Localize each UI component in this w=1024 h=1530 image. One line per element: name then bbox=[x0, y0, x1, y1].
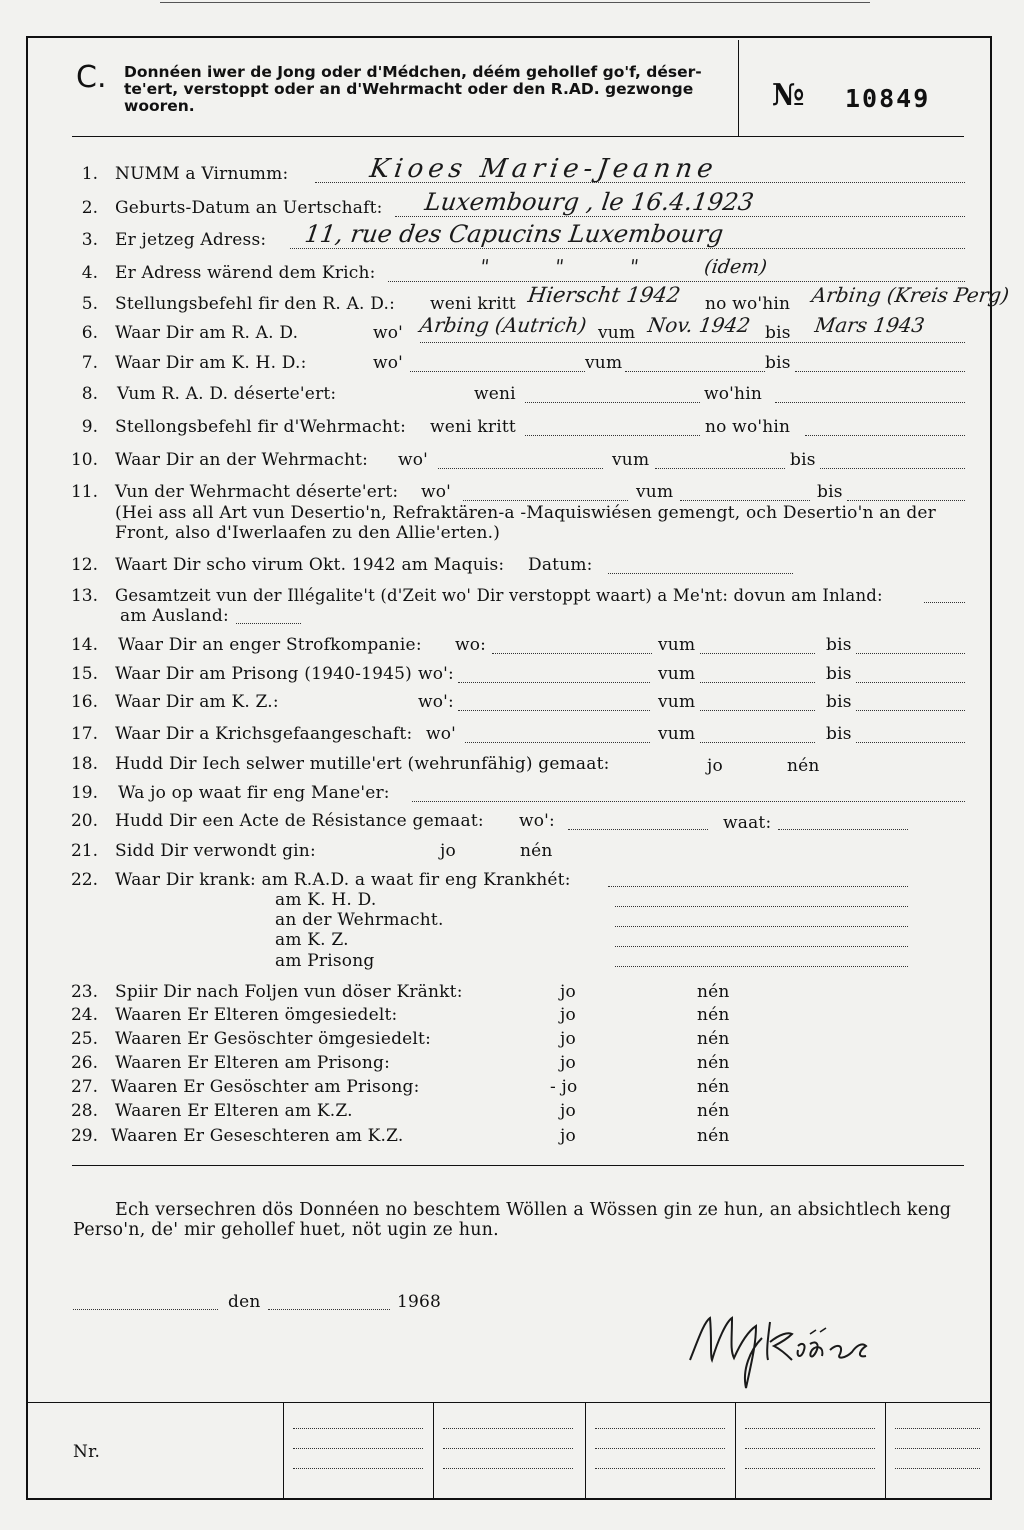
answer-line[interactable] bbox=[856, 710, 965, 711]
footer-field[interactable] bbox=[293, 1448, 423, 1449]
question-label: Waaren Er Gesöschter ömgesiedelt: bbox=[115, 1029, 432, 1049]
answer-line[interactable] bbox=[412, 801, 965, 802]
question-number: 4. bbox=[81, 263, 98, 283]
question-label: Waar Dir an enger Strofkompanie: bbox=[118, 635, 422, 655]
handwritten-answer: Arbing (Autrich) bbox=[418, 313, 588, 337]
footer-field[interactable] bbox=[895, 1428, 980, 1429]
wo-label: wo: bbox=[455, 635, 487, 655]
handwritten-answer: " " " (idem) bbox=[478, 256, 769, 278]
answer-line[interactable] bbox=[458, 710, 650, 711]
answer-line[interactable] bbox=[924, 602, 965, 603]
wo-label: wo': bbox=[418, 692, 454, 712]
answer-line[interactable] bbox=[615, 946, 908, 947]
handwritten-answer: Hierscht 1942 bbox=[526, 283, 682, 307]
datum-label: Datum: bbox=[528, 555, 593, 575]
answer-line[interactable] bbox=[463, 500, 628, 501]
jo-option[interactable]: jo bbox=[440, 841, 456, 861]
question-label: Waaren Er Elteren ömgesiedelt: bbox=[115, 1005, 398, 1025]
answer-line[interactable] bbox=[856, 682, 965, 683]
nr-label: Nr. bbox=[73, 1442, 101, 1462]
question-number: 16. bbox=[70, 692, 98, 712]
answer-line[interactable] bbox=[700, 653, 815, 654]
declaration-line-1: Ech versechren dös Donnéen no beschtem Wöllen a Wössen gin ze hun, an absichtlech keng bbox=[115, 1200, 952, 1220]
handwritten-answer: Luxembourg , le 16.4.1923 bbox=[423, 188, 756, 216]
footer-field[interactable] bbox=[293, 1428, 423, 1429]
date-field[interactable] bbox=[268, 1309, 390, 1310]
weni-label: weni kritt bbox=[430, 417, 516, 437]
answer-line[interactable] bbox=[525, 402, 700, 403]
question-number: 14. bbox=[70, 635, 98, 655]
question-number: 19. bbox=[70, 783, 98, 803]
footer-rule bbox=[26, 1402, 992, 1403]
jo-option[interactable]: jo bbox=[560, 1053, 576, 1073]
question-label: Waar Dir am R. A. D. bbox=[115, 323, 299, 343]
answer-line[interactable] bbox=[820, 468, 965, 469]
question-label: Waar Dir am Prisong (1940-1945) bbox=[115, 664, 412, 684]
wo-label: wo' bbox=[373, 323, 404, 343]
answer-line[interactable] bbox=[625, 371, 765, 372]
footer-divider bbox=[885, 1402, 886, 1500]
answer-line[interactable] bbox=[608, 573, 793, 574]
signature bbox=[670, 1300, 890, 1395]
footer-field[interactable] bbox=[895, 1448, 980, 1449]
answer-line[interactable] bbox=[700, 742, 815, 743]
answer-line[interactable] bbox=[615, 906, 908, 907]
question-number: 24. bbox=[70, 1005, 98, 1025]
vum-label: vum bbox=[658, 692, 696, 712]
question-label: Waar Dir am K. H. D.: bbox=[115, 353, 307, 373]
question-sub-label: an der Wehrmacht. bbox=[275, 910, 444, 930]
wohin-label: no wo'hin bbox=[705, 417, 791, 437]
question-label: NUMM a Virnumm: bbox=[115, 164, 289, 184]
question-label: Waaren Er Elteren am Prisong: bbox=[115, 1053, 391, 1073]
footer-field[interactable] bbox=[745, 1448, 875, 1449]
weni-label: weni kritt bbox=[430, 294, 516, 314]
bis-label: bis bbox=[765, 323, 791, 343]
answer-line[interactable] bbox=[615, 966, 908, 967]
declaration-line-2: Perso'n, de' mir gehollef huet, nöt ugin ze hun. bbox=[73, 1220, 499, 1240]
question-number: 1. bbox=[81, 164, 98, 184]
handwritten-answer: 11, rue des Capucins Luxembourg bbox=[303, 220, 726, 248]
vum-label: vum bbox=[636, 482, 674, 502]
footer-divider bbox=[735, 1402, 736, 1500]
question-label: Er Adress wärend dem Krich: bbox=[115, 263, 376, 283]
answer-line[interactable] bbox=[856, 653, 965, 654]
answer-line[interactable] bbox=[856, 742, 965, 743]
header-title-line-3: wooren. bbox=[124, 97, 195, 115]
question-sub-label: am Ausland: bbox=[120, 606, 229, 626]
answer-line[interactable] bbox=[525, 435, 700, 436]
question-number: 28. bbox=[70, 1101, 98, 1121]
vum-label: vum bbox=[658, 664, 696, 684]
question-label: Waaren Er Geseschteren am K.Z. bbox=[111, 1126, 404, 1146]
question-sub-label: am Prisong bbox=[275, 951, 375, 971]
question-label: Hudd Dir Iech selwer mutille'ert (wehrunfähig) gemaat: bbox=[115, 754, 610, 774]
answer-line[interactable] bbox=[608, 886, 908, 887]
nen-option[interactable]: nén bbox=[787, 756, 820, 776]
question-label: Waar Dir krank: am R.A.D. a waat fir eng Krankhét: bbox=[115, 870, 571, 890]
question-sub-label: am K. H. D. bbox=[275, 890, 377, 910]
footer-field[interactable] bbox=[895, 1468, 980, 1469]
answer-line[interactable] bbox=[847, 500, 965, 501]
question-label: Waar Dir an der Wehrmacht: bbox=[115, 450, 369, 470]
question-label: Stellongsbefehl fir d'Wehrmacht: bbox=[115, 417, 407, 437]
header-title-line-1: Donnéen iwer de Jong oder d'Médchen, déém gehollef go'f, déser- bbox=[124, 63, 702, 81]
wo-label: wo': bbox=[519, 811, 555, 831]
nen-option[interactable]: nén bbox=[520, 841, 553, 861]
wo-label: wo' bbox=[373, 353, 404, 373]
question-number: 26. bbox=[70, 1053, 98, 1073]
wo-label: wo' bbox=[421, 482, 452, 502]
nen-option[interactable]: nén bbox=[697, 1101, 730, 1121]
question-label: Waar Dir a Krichsgefaangeschaft: bbox=[115, 724, 413, 744]
question-label: Spiir Dir nach Foljen vun döser Kränkt: bbox=[115, 982, 463, 1002]
question-number: 10. bbox=[70, 450, 98, 470]
question-number: 20. bbox=[70, 811, 98, 831]
footer-field[interactable] bbox=[595, 1448, 725, 1449]
answer-line[interactable] bbox=[410, 371, 585, 372]
question-number: 29. bbox=[70, 1126, 98, 1146]
question-label: Gesamtzeit vun der Illégalite't (d'Zeit wo' Dir verstoppt waart) a Me'nt: dovun am Inland: bbox=[115, 586, 883, 605]
wohin-label: wo'hin bbox=[704, 384, 762, 404]
number-sign: № bbox=[772, 78, 805, 113]
question-label: Geburts-Datum an Uertschaft: bbox=[115, 198, 383, 218]
bis-label: bis bbox=[826, 692, 852, 712]
handwritten-answer: Kioes Marie-Jeanne bbox=[367, 154, 720, 184]
jo-option[interactable]: jo bbox=[560, 1029, 576, 1049]
footer-field[interactable] bbox=[443, 1428, 573, 1429]
answer-line[interactable] bbox=[700, 710, 815, 711]
answer-line[interactable] bbox=[420, 342, 965, 343]
question-number: 11. bbox=[70, 482, 98, 502]
question-number: 27. bbox=[70, 1077, 98, 1097]
answer-line[interactable] bbox=[778, 829, 908, 830]
nen-option[interactable]: nén bbox=[697, 1005, 730, 1025]
nen-option[interactable]: nén bbox=[697, 982, 730, 1002]
answer-line[interactable] bbox=[615, 926, 908, 927]
answer-line[interactable] bbox=[795, 371, 965, 372]
question-number: 3. bbox=[81, 230, 98, 250]
answer-line[interactable] bbox=[568, 829, 708, 830]
answer-line[interactable] bbox=[700, 682, 815, 683]
year-label: 1968 bbox=[397, 1292, 442, 1312]
question-number: 2. bbox=[81, 198, 98, 218]
answer-line[interactable] bbox=[805, 435, 965, 436]
jo-option[interactable]: jo bbox=[560, 1005, 576, 1025]
vum-label: vum bbox=[598, 323, 636, 343]
handwritten-answer: Nov. 1942 bbox=[646, 313, 752, 337]
den-label: den bbox=[228, 1292, 261, 1312]
nen-option[interactable]: nén bbox=[697, 1029, 730, 1049]
question-number: 25. bbox=[70, 1029, 98, 1049]
footer-divider bbox=[585, 1402, 586, 1500]
vum-label: vum bbox=[585, 353, 623, 373]
question-label: Stellungsbefehl fir den R. A. D.: bbox=[115, 294, 396, 314]
jo-option[interactable]: - jo bbox=[550, 1077, 578, 1097]
footer-field[interactable] bbox=[745, 1468, 875, 1469]
answer-line[interactable] bbox=[775, 402, 965, 403]
jo-option[interactable]: jo bbox=[560, 1101, 576, 1121]
jo-option[interactable]: jo bbox=[560, 982, 576, 1002]
answer-line[interactable] bbox=[465, 742, 650, 743]
bis-label: bis bbox=[790, 450, 816, 470]
question-label: Er jetzeg Adress: bbox=[115, 230, 267, 250]
jo-option[interactable]: jo bbox=[560, 1126, 576, 1146]
question-sub-label: am K. Z. bbox=[275, 930, 349, 950]
question-label: Wa jo op waat fir eng Mane'er: bbox=[118, 783, 390, 803]
footer-divider bbox=[433, 1402, 434, 1500]
wohin-label: no wo'hin bbox=[705, 294, 791, 314]
nen-option[interactable]: nén bbox=[697, 1077, 730, 1097]
question-number: 17. bbox=[70, 724, 98, 744]
wo-label: wo' bbox=[426, 724, 457, 744]
nen-option[interactable]: nén bbox=[697, 1126, 730, 1146]
wo-label: wo': bbox=[418, 664, 454, 684]
question-number: 22. bbox=[70, 870, 98, 890]
answer-line[interactable] bbox=[458, 682, 650, 683]
question-label: Vun der Wehrmacht déserte'ert: bbox=[115, 482, 399, 502]
header-divider bbox=[738, 40, 739, 136]
bis-label: bis bbox=[765, 353, 791, 373]
bis-label: bis bbox=[826, 724, 852, 744]
jo-option[interactable]: jo bbox=[707, 756, 723, 776]
question-note-line-1: (Hei ass all Art vun Desertio'n, Refraktären-a -Maquiswiésen gemengt, och Desertio'n an der bbox=[115, 503, 936, 523]
wo-label: wo' bbox=[398, 450, 429, 470]
question-label: Sidd Dir verwondt gin: bbox=[115, 841, 316, 861]
footer-field[interactable] bbox=[443, 1468, 573, 1469]
answer-line[interactable] bbox=[395, 216, 965, 217]
answer-line[interactable] bbox=[655, 468, 785, 469]
question-number: 15. bbox=[70, 664, 98, 684]
question-label: Vum R. A. D. déserte'ert: bbox=[117, 384, 337, 404]
weni-label: weni bbox=[474, 384, 516, 404]
question-label: Waaren Er Elteren am K.Z. bbox=[115, 1101, 353, 1121]
section-rule bbox=[72, 1165, 964, 1166]
nen-option[interactable]: nén bbox=[697, 1053, 730, 1073]
footer-divider bbox=[283, 1402, 284, 1500]
form-number: 10849 bbox=[845, 84, 931, 113]
footer-field[interactable] bbox=[595, 1428, 725, 1429]
scan-edge bbox=[160, 2, 870, 3]
question-number: 5. bbox=[81, 294, 98, 314]
question-label: Waart Dir scho virum Okt. 1942 am Maquis: bbox=[115, 555, 505, 575]
answer-line[interactable] bbox=[680, 500, 810, 501]
footer-field[interactable] bbox=[745, 1428, 875, 1429]
answer-line[interactable] bbox=[492, 653, 652, 654]
place-field[interactable] bbox=[73, 1309, 218, 1310]
question-label: Waaren Er Gesöschter am Prisong: bbox=[111, 1077, 420, 1097]
question-label: Hudd Dir een Acte de Résistance gemaat: bbox=[115, 811, 484, 831]
answer-line[interactable] bbox=[290, 248, 965, 249]
waat-label: waat: bbox=[723, 813, 772, 833]
vum-label: vum bbox=[658, 635, 696, 655]
handwritten-answer: Arbing (Kreis Perg) bbox=[810, 283, 1011, 307]
handwritten-answer: Mars 1943 bbox=[813, 313, 927, 337]
footer-field[interactable] bbox=[293, 1468, 423, 1469]
question-number: 18. bbox=[70, 754, 98, 774]
footer-field[interactable] bbox=[443, 1448, 573, 1449]
question-number: 8. bbox=[81, 384, 98, 404]
header-rule bbox=[72, 136, 964, 137]
question-number: 21. bbox=[70, 841, 98, 861]
bis-label: bis bbox=[826, 635, 852, 655]
section-letter: C. bbox=[76, 60, 107, 95]
bis-label: bis bbox=[826, 664, 852, 684]
question-number: 13. bbox=[70, 586, 98, 606]
question-number: 9. bbox=[81, 417, 98, 437]
answer-line[interactable] bbox=[236, 623, 301, 624]
vum-label: vum bbox=[612, 450, 650, 470]
question-note-line-2: Front, also d'Iwerlaafen zu den Allie'erten.) bbox=[115, 523, 501, 543]
question-number: 12. bbox=[70, 555, 98, 575]
answer-line[interactable] bbox=[438, 468, 603, 469]
question-label: Waar Dir am K. Z.: bbox=[115, 692, 279, 712]
question-number: 23. bbox=[70, 982, 98, 1002]
vum-label: vum bbox=[658, 724, 696, 744]
answer-line[interactable] bbox=[388, 281, 965, 282]
question-number: 7. bbox=[81, 353, 98, 373]
footer-field[interactable] bbox=[595, 1468, 725, 1469]
header-title-line-2: te'ert, verstoppt oder an d'Wehrmacht oder den R.AD. gezwonge bbox=[124, 80, 694, 98]
question-number: 6. bbox=[81, 323, 98, 343]
bis-label: bis bbox=[817, 482, 843, 502]
